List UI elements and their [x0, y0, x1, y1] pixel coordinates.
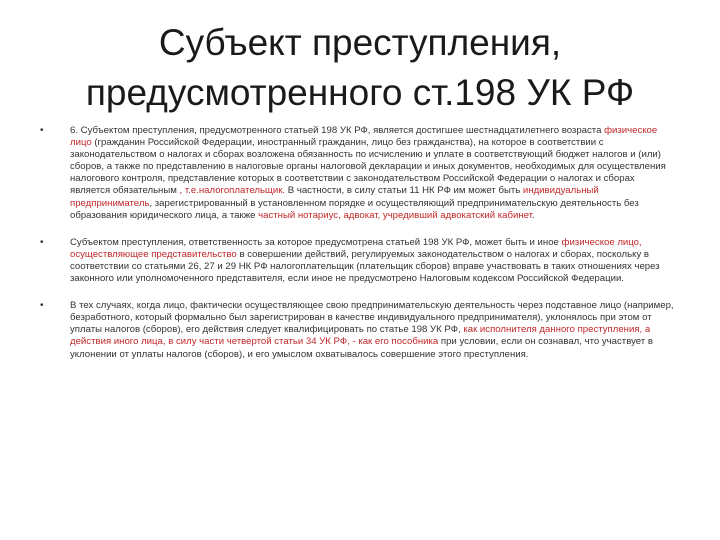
title-line-1: Субъект преступления, — [158, 22, 562, 63]
slide-title — [40, 18, 680, 118]
bullet-item-1 — [40, 125, 680, 222]
highlighted-term: индивидуальный предприниматель — [70, 185, 599, 209]
text-segment: (гражданин Российской Федерации, иностранный гражданин, лицо без гражданства), на которое в соответствии с законодательством о налогах и сборах возложена обязанность по исчислению и уплате в соответствующий бюджет налогов и (или) сборов, а также по представлению в налоговые органы налоговой декларации и иных документов, необходимых для осуществления налогового контроля, представление которых в соответствии с законодательством Российской Федерации о налогах и сборах является обязательным — [70, 137, 666, 197]
text-segment: В тех случаях, когда лицо, фактически осуществляющее свою предпринимательскую деятельность через подставное лицо (например, безработного, который формально был зарегистрирован в качестве индивидуального предпринимателя), уклонялось при этом от уплаты налогов (сборов), его действия следует квалифицировать по статье 198 УК РФ, — [70, 300, 674, 336]
bullet-dot-icon: • — [40, 125, 44, 136]
title-line-2: предусмотренного ст.198 УК РФ — [85, 72, 635, 113]
bullet-text — [70, 125, 674, 222]
highlighted-term: физическое лицо, осуществляющее представительство — [70, 236, 642, 260]
text-segment: Субъектом преступления, ответственность за которое предусмотрена статьей 198 УК РФ, может быть и иное — [70, 236, 562, 248]
text-segment: 6. Субъектом преступления, предусмотренного статьей 198 УК РФ, является достигшее шестнадцатилетнего возраста — [70, 125, 605, 136]
highlighted-term: как исполнителя данного преступления, а действия иного лица, в силу части четвертой статьи 34 УК РФ, - как его пособника — [70, 324, 651, 348]
bullet-dot-icon: • — [40, 236, 44, 248]
bullet-item-3 — [40, 300, 680, 360]
text-segment: в совершении действий, регулируемых законодательством о налогах и сборах, поскольку в соответствии со статьями 26, 27 и 29 НК РФ налогоплательщик (плательщик сборов) вправе участвовать в таких отношениях через законного или уполномоченного представителя, если иное не предусмотрено Налоговым кодексом Российской Федерации. — [70, 248, 660, 285]
highlighted-term: , т.е.налогоплательщик. — [179, 185, 286, 197]
bullet-text — [70, 300, 674, 360]
text-segment: В частности, в силу статьи 11 НК РФ им может быть — [285, 185, 523, 197]
bullet-list — [40, 125, 680, 361]
text-segment: при условии, если он сознавал, что участвует в уклонении от уплаты налогов (сборов), и его умыслом охватывалось совершение этого преступления. — [70, 336, 653, 360]
text-segment: , зарегистрированный в установленном порядке и осуществляющий предпринимательскую деятельность без образования юридического лица, а также — [70, 197, 639, 221]
bullet-item-2 — [40, 237, 680, 285]
highlighted-term: частный нотариус, адвокат, учредивший адвокатский кабинет — [258, 209, 532, 221]
bullet-text — [70, 237, 674, 285]
highlighted-term: физическое лицо — [70, 125, 658, 149]
bullet-dot-icon: • — [40, 300, 44, 312]
text-segment: . — [531, 209, 535, 221]
